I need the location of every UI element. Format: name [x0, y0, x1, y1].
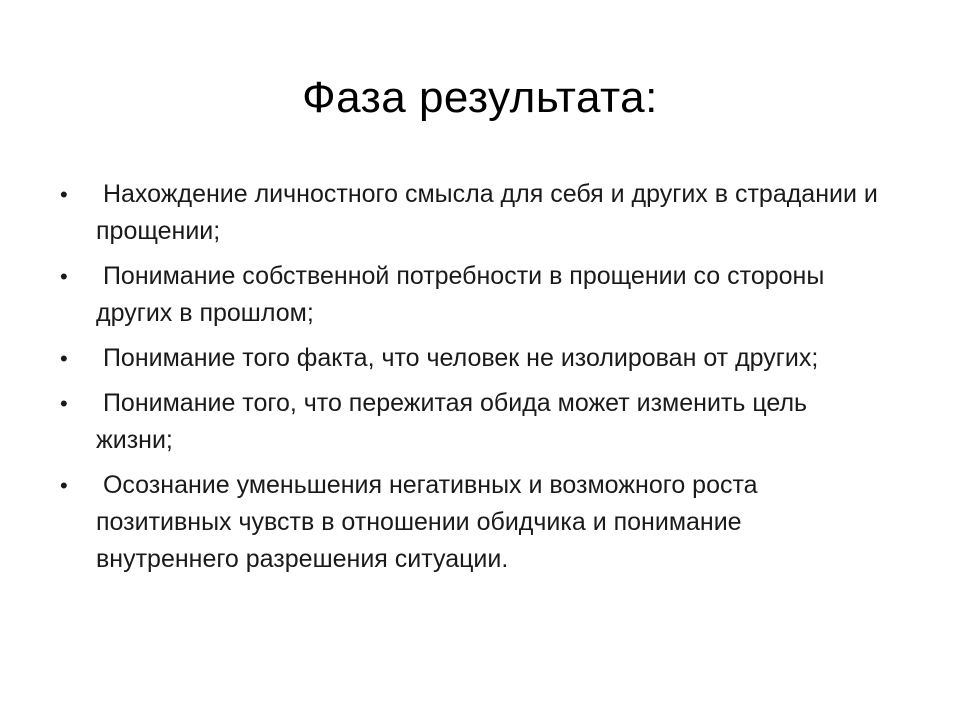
list-item-text: Понимание того факта, что человек не изолирован от других; — [96, 344, 819, 372]
list-item — [60, 340, 890, 377]
bullet-icon: • — [60, 264, 68, 289]
list-item — [60, 467, 890, 578]
bullet-icon: • — [60, 391, 68, 416]
slide-title: Фаза результата: — [302, 73, 658, 122]
bullet-icon: • — [60, 346, 68, 371]
list-item-text: Понимание того, что пережитая обида может изменить цель жизни; — [96, 389, 815, 454]
list-item-text: Нахождение личностного смысла для себя и других в страдании и прощении; — [96, 180, 885, 245]
bullet-list — [60, 176, 890, 586]
list-item — [60, 385, 890, 459]
list-item-text: Понимание собственной потребности в прощении со стороны других в прошлом; — [96, 262, 832, 327]
list-item-text: Осознание уменьшения негативных и возможного роста позитивных чувств в отношении обидчика и понимание внутреннего разрешения ситуации. — [96, 471, 765, 573]
list-item — [60, 258, 890, 332]
bullet-icon: • — [60, 182, 68, 207]
list-item — [60, 176, 890, 250]
bullet-icon: • — [60, 473, 68, 498]
